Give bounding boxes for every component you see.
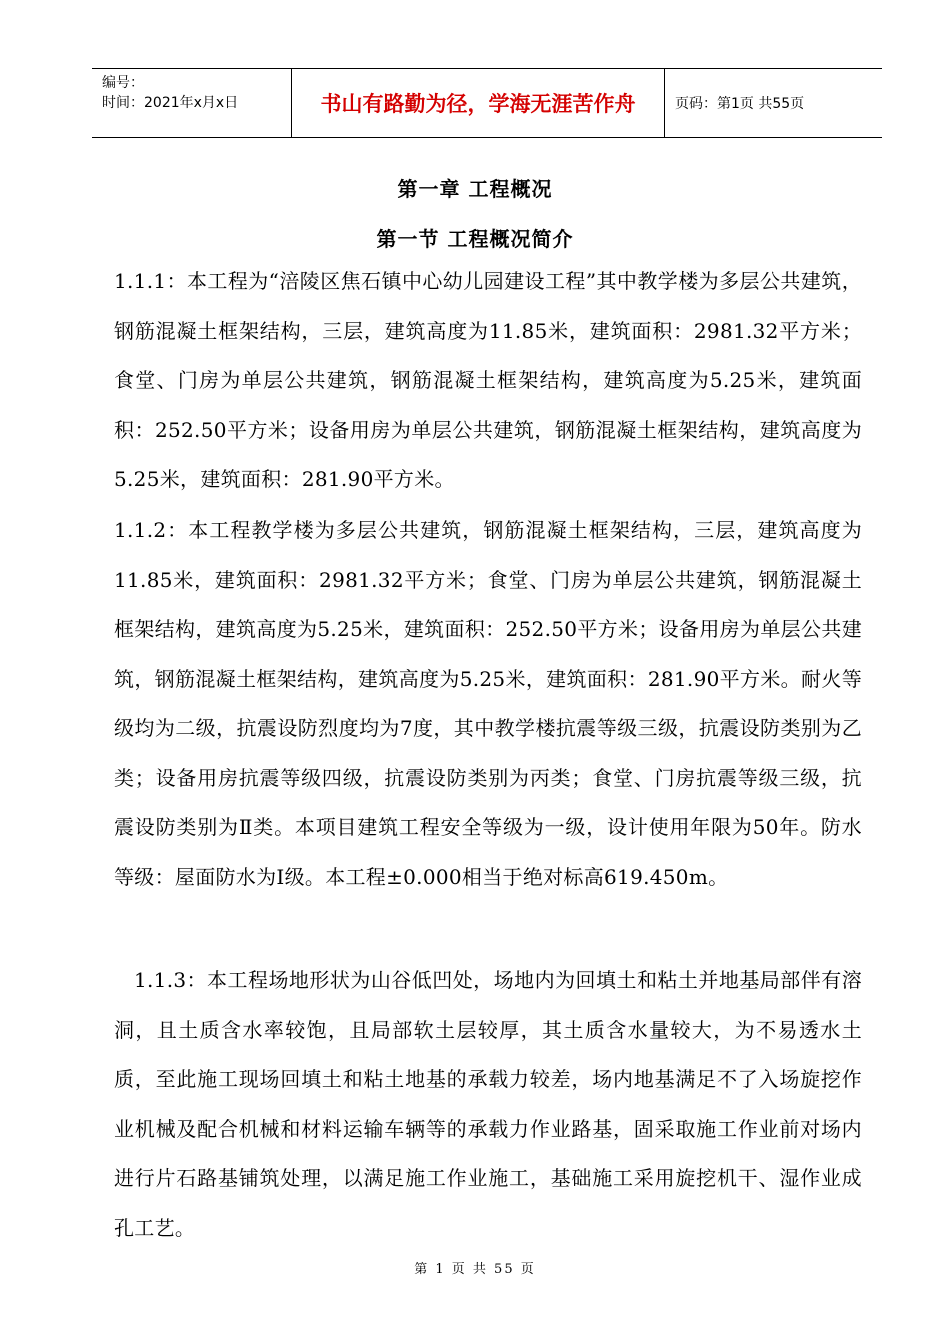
paragraph-1-1-1: 1.1.1：本工程为“涪陵区焦石镇中心幼儿园建设工程”其中教学楼为多层公共建筑，钢筋混凝土框架结构，三层，建筑高度为11.85米，建筑面积：2981.32平方米；食堂、门房为单层公共建筑，钢筋混凝土框架结构，建筑高度为5.25米，建筑面积：252.50平方米；设备用房为单层公共建筑，钢筋混凝土框架结构，建筑高度为5.25米，建筑面积：281.90平方米。: [114, 269, 862, 491]
section-title: 第一节 工程概况简介: [376, 227, 574, 251]
paragraph-1-1-3: 1.1.3：本工程场地形状为山谷低凹处，场地内为回填土和粘土并地基局部伴有溶洞，且土质含水率较饱，且局部软土层较厚，其土质含水量较大，为不易透水土质，至此施工现场回填土和粘土地基的承载力较差，场内地基满足不了入场旋挖作业机械及配合机械和材料运输车辆等的承载力作业路基，固采取施工作业前对场内进行片石路基铺筑处理，以满足施工作业施工，基础施工采用旋挖机干、湿作业成孔工艺。: [114, 968, 862, 1240]
time-label: 时间：2021年x月x日: [102, 95, 239, 111]
number-label: 编号：: [102, 75, 144, 91]
header-page-info: 页码：第1页 共55页: [675, 96, 805, 112]
paragraph-1-1-2: 1.1.2：本工程教学楼为多层公共建筑，钢筋混凝土框架结构，三层，建筑高度为11.85米，建筑面积：2981.32平方米；食堂、门房为单层公共建筑，钢筋混凝土框架结构，建筑高度为5.25米，建筑面积：252.50平方米；设备用房为单层公共建筑，钢筋混凝土框架结构，建筑高度为5.25米，建筑面积：281.90平方米。耐火等级均为二级，抗震设防烈度均为7度，其中教学楼抗震等级三级，抗震设防类别为乙类；设备用房抗震等级四级，抗震设防类别为丙类；食堂、门房抗震等级三级，抗震设防类别为Ⅱ类。本项目建筑工程安全等级为一级，设计使用年限为50年。防水等级：屋面防水为Ⅰ级。本工程±0.000相当于绝对标高619.450m。: [114, 518, 862, 889]
page-header: [92, 68, 882, 138]
header-motto: 书山有路勤为径，学海无涯苦作舟: [292, 69, 665, 137]
chapter-title: 第一章 工程概况: [397, 177, 553, 201]
header-meta: [92, 69, 292, 137]
page-footer: 第 1 页 共 55 页: [414, 1262, 536, 1277]
